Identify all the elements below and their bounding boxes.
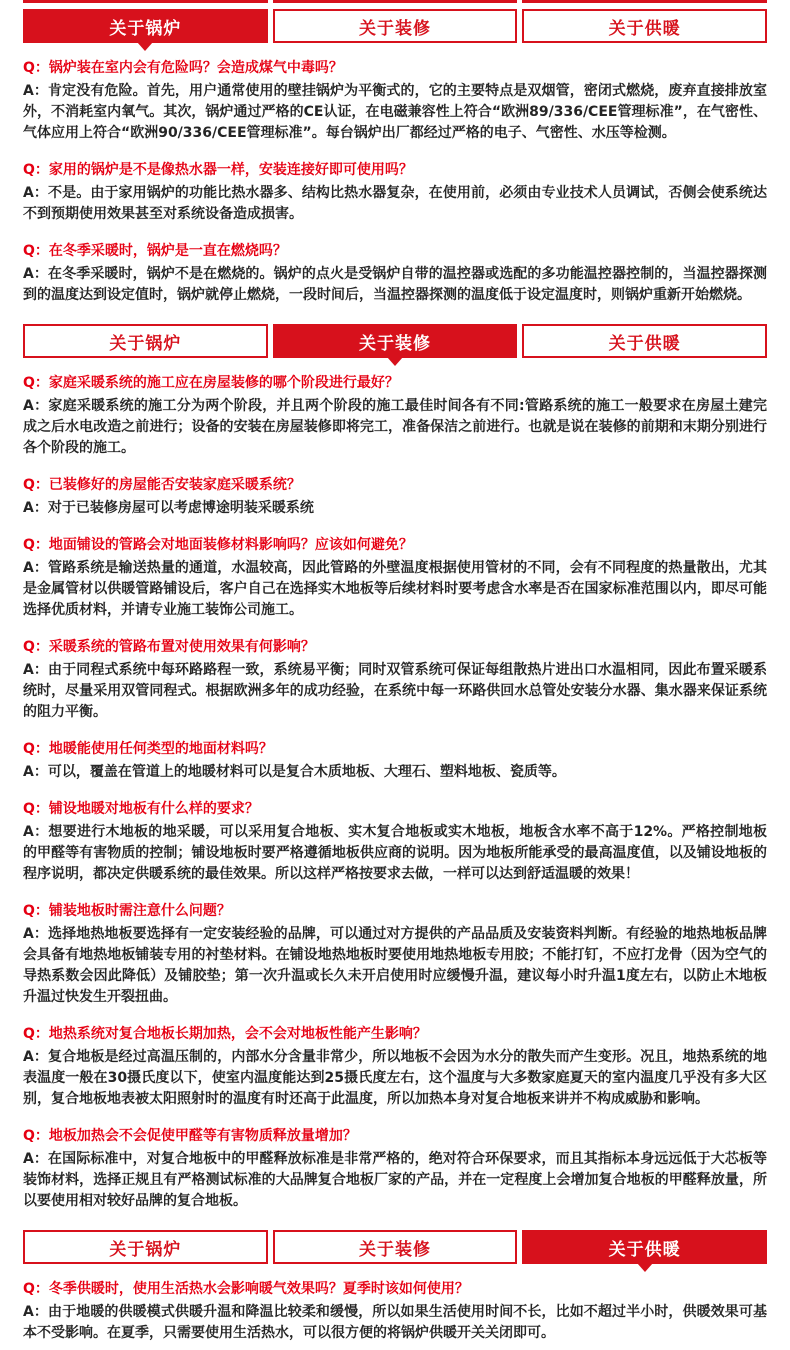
tab-about-boiler[interactable] (23, 1230, 268, 1264)
faq-answer: A：管路系统是输送热量的通道，水温较高，因此管路的外壁温度根据使用管材的不同，会有不同程度的热量散出，尤其是金属管材以供暖管路铺设后，客户自己在选择实木地板等后续材料时要考虑含水率是否在国家标准范围以内，即尽可能选择优质材料，并请专业施工装饰公司施工。 (23, 560, 767, 618)
tab-about-heating[interactable] (522, 324, 767, 358)
qa-item (23, 58, 767, 144)
active-tab-pointer-icon (387, 357, 403, 366)
faq-question: Q：地面铺设的管路会对地面装修材料影响吗？应该如何避免？ (23, 537, 413, 553)
active-tab-pointer-icon (637, 1263, 653, 1272)
faq-list-decoration (0, 358, 790, 1212)
faq-list-heating (0, 1264, 790, 1344)
tab-about-decoration[interactable] (273, 9, 518, 43)
faq-answer: A：肯定没有危险。首先，用户通常使用的壁挂锅炉为平衡式的，它的主要特点是双烟管，密闭式燃烧，废弃直接排放室外，不消耗室内氧气。其次，锅炉通过严格的CE认证，在电磁兼容性上符合“欧洲89/336/CEE管理标准”，在气密性、气体应用上符合“欧洲90/336/CEE管理标准”。每台锅炉出厂都经过严格的电子、气密性、水压等检测。 (23, 83, 767, 141)
faq-answer: A：在国际标准中，对复合地板中的甲醛释放标准是非常严格的，绝对符合环保要求，而且其指标本身远远低于大芯板等装饰材料，选择正规且有严格测试标准的大品牌复合地板厂家的产品，并在一定程度上会增加复合地板的甲醛释放量，所以要使用相对较好品牌的复合地板。 (23, 1151, 767, 1209)
tab-label: 关于供暖 (608, 333, 681, 354)
qa-item (23, 1279, 767, 1344)
tab-top-strips (23, 0, 767, 3)
tab-about-boiler[interactable] (23, 9, 268, 43)
faq-question: Q：锅炉装在室内会有危险吗？会造成煤气中毒吗？ (23, 60, 343, 76)
faq-answer: A：家庭采暖系统的施工分为两个阶段，并且两个阶段的施工最佳时间各有不同:管路系统的施工一般要求在房屋土建完成之后水电改造之前进行；设备的安装在房屋装修即将完工，准备保洁之前进行。也就是说在装修的前期和末期分别进行各个阶段的施工。 (23, 398, 767, 456)
section-about-boiler (0, 0, 790, 306)
qa-item (23, 901, 767, 1008)
faq-answer: A：由于地暖的供暖模式供暖升温和降温比较柔和缓慢，所以如果生活使用时间不长，比如不超过半小时，供暖效果可基本不受影响。在夏季，只需要使用生活热水，可以很方便的将锅炉供暖开关关闭即可。 (23, 1304, 767, 1341)
faq-answer: A：想要进行木地板的地采暖，可以采用复合地板、实木复合地板或实木地板，地板含水率不高于12%。严格控制地板的甲醛等有害物质的控制；铺设地板时要严格遵循地板供应商的说明。因为地板所能承受的最高温度值，以及铺设地板的程序说明，都决定供暖系统的最佳效果。所以这样严格按要求去做，一样可以达到舒适温暖的效果！ (23, 824, 767, 882)
qa-item (23, 160, 767, 225)
tab-top-strip (522, 0, 767, 3)
tab-bar (23, 1230, 767, 1264)
tab-label: 关于装修 (358, 18, 431, 39)
section-about-decoration (0, 324, 790, 1212)
active-tab-pointer-icon (137, 42, 153, 51)
faq-question: Q：地板加热会不会促使甲醛等有害物质释放量增加？ (23, 1128, 357, 1144)
faq-question: Q：铺装地板时需注意什么问题？ (23, 903, 231, 919)
qa-item (23, 475, 767, 519)
tab-about-decoration[interactable] (273, 324, 518, 358)
faq-list-boiler (0, 43, 790, 306)
tab-about-decoration[interactable] (273, 1230, 518, 1264)
faq-question: Q：家庭采暖系统的施工应在房屋装修的哪个阶段进行最好？ (23, 375, 399, 391)
tab-label: 关于锅炉 (109, 333, 182, 354)
tab-label: 关于装修 (358, 333, 431, 354)
section-about-heating (0, 1230, 790, 1344)
faq-question: Q：家用的锅炉是不是像热水器一样，安装连接好即可使用吗？ (23, 162, 413, 178)
tab-label: 关于锅炉 (109, 18, 182, 39)
qa-item (23, 535, 767, 621)
qa-item (23, 739, 767, 783)
faq-answer: A：可以，覆盖在管道上的地暖材料可以是复合木质地板、大理石、塑料地板、瓷质等。 (23, 764, 566, 780)
faq-answer: A：不是。由于家用锅炉的功能比热水器多、结构比热水器复杂，在使用前，必须由专业技术人员调试，否侧会使系统达不到预期使用效果甚至对系统设备造成损害。 (23, 185, 767, 222)
tab-top-strip (23, 0, 268, 3)
qa-item (23, 373, 767, 459)
faq-question: Q：地热系统对复合地板长期加热，会不会对地板性能产生影响？ (23, 1026, 427, 1042)
faq-question: Q：已装修好的房屋能否安装家庭采暖系统？ (23, 477, 301, 493)
tab-label: 关于装修 (358, 1239, 431, 1260)
faq-question: Q：地暖能使用任何类型的地面材料吗？ (23, 741, 273, 757)
tab-label: 关于锅炉 (109, 1239, 182, 1260)
faq-answer: A：在冬季采暖时，锅炉不是在燃烧的。锅炉的点火是受锅炉自带的温控器或选配的多功能温控器控制的，当温控器探测到的温度达到设定值时，锅炉就停止燃烧，一段时间后，当温控器探测的温度低于设定温度时，则锅炉重新开始燃烧。 (23, 266, 767, 303)
tab-label: 关于供暖 (608, 1239, 681, 1260)
qa-item (23, 637, 767, 723)
qa-item (23, 1024, 767, 1110)
qa-item (23, 799, 767, 885)
tab-about-heating[interactable] (522, 9, 767, 43)
tab-bar (23, 324, 767, 358)
qa-item (23, 241, 767, 306)
faq-question: Q：冬季供暖时，使用生活热水会影响暖气效果吗？夏季时该如何使用？ (23, 1281, 469, 1297)
faq-question: Q：铺设地暖对地板有什么样的要求？ (23, 801, 259, 817)
qa-item (23, 1126, 767, 1212)
faq-answer: A：由于同程式系统中每环路路程一致，系统易平衡；同时双管系统可保证每组散热片进出口水温相同，因此布置采暖系统时，尽量采用双管同程式。根据欧洲多年的成功经验，在系统中每一环路供回水总管处安装分水器、集水器来保证系统的阻力平衡。 (23, 662, 767, 720)
faq-question: Q：在冬季采暖时，锅炉是一直在燃烧吗？ (23, 243, 287, 259)
faq-answer: A：对于已装修房屋可以考虑博途明装采暖系统 (23, 500, 314, 516)
tab-top-strip (273, 0, 518, 3)
faq-question: Q：采暖系统的管路布置对使用效果有何影响？ (23, 639, 315, 655)
tab-about-boiler[interactable] (23, 324, 268, 358)
faq-answer: A：选择地热地板要选择有一定安装经验的品牌，可以通过对方提供的产品品质及安装资料判断。有经验的地热地板品牌会具备有地热地板铺装专用的衬垫材料。在铺设地热地板时要使用地热地板专用胶；不能打钉，不应打龙骨（因为空气的导热系数会因此降低）及铺胶垫；第一次升温或长久未开启使用时应缓慢升温，建议每小时升温1度左右，以防止木地板升温过快发生开裂扭曲。 (23, 926, 767, 1005)
tab-label: 关于供暖 (608, 18, 681, 39)
tab-about-heating[interactable] (522, 1230, 767, 1264)
faq-answer: A：复合地板是经过高温压制的，内部水分含量非常少，所以地板不会因为水分的散失而产生变形。况且，地热系统的地表温度一般在30摄氏度以下，使室内温度能达到25摄氏度左右，这个温度与大多数家庭夏天的室内温度几乎没有多大区别，复合地板地表被太阳照射时的温度有时还高于此温度，所以加热本身对复合地板来讲并不构成威胁和影响。 (23, 1049, 767, 1107)
tab-bar (23, 9, 767, 43)
